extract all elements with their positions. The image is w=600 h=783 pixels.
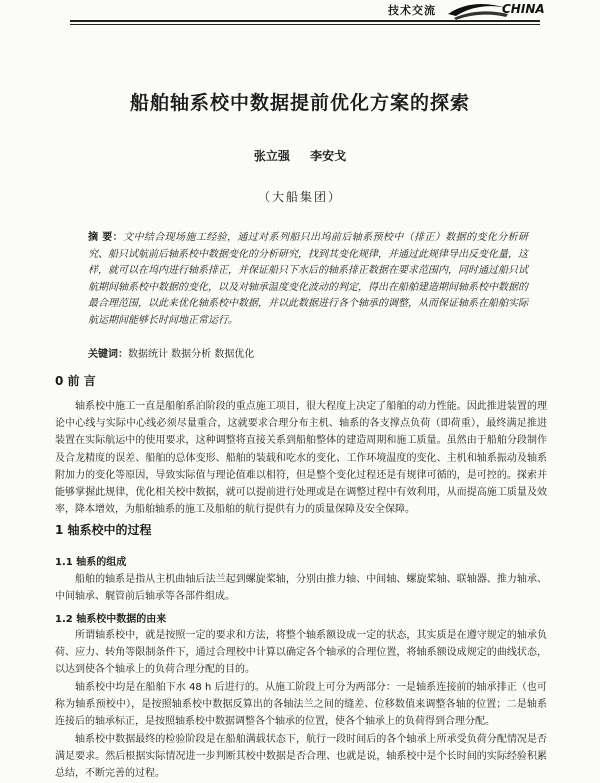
section-1-2-paragraph-1: 所谓轴系校中，就是按照一定的要求和方法，将整个轴系额设成一定的状态，其实质是在遵守规定的轴承负荷、应力、转角等限制条件下，通过合理校中计算以确定各个轴承的合理位置，将轴系额设成规定的曲线状态，以达到使各个轴承上的负荷合理分配的目的。 [55, 630, 547, 676]
heading-intro: 0 前 言 [55, 374, 96, 388]
abstract-text: 文中结合现场施工经验，通过对系列船只出坞前后轴系预校中（排正）数据的变化分析研究、船只试航前后轴系校中数据变化的分析研究，找到其变化规律，并通过此规律导出反变化量，这样，就可以在坞内进行轴系排正，并保证船只下水后的轴系排正数据在要求范围内，同时通过船只试航期间轴系校中数据的变化，以及对轴承温度变化波动的判定，得出在船舶建造期间轴系校中数据的最合理范围，以此来优化轴系校中数据，并以此数据进行各个轴承的调整，从而保证轴系在船舶实际航运期间能够长时间地正常运行。 [88, 232, 529, 326]
authors: 张立强 李安戈 [253, 149, 347, 163]
section-label: 技术交流 [388, 4, 436, 17]
section-1-2-paragraph-2: 轴系校中均是在船舶下水 48 h 后进行的。从施工阶段上可分为两部分：一是轴系连接前的轴承排正（也可称为轴系预校中），是按照轴系校中数据反算出的各轴法兰之间的缝差、位移数值来调整各轴的位置；二是轴系连接后的轴承标正，是按照轴系校中数据调整各个轴承的位置，使各个轴承上的负荷得到合理分配。 [55, 682, 547, 728]
intro-paragraph: 轴系校中施工一直是船舶系泊阶段的重点施工项目，很大程度上决定了船舶的动力性能。因此推进装置的理论中心线与实际中心线必须尽量重合，这就要求合理分布主机、轴系的各支撑点负荷（即荷重），最终满足推进装置在实际航运中的使用要求，这种调整将直接关系到船舶整体的建造周期和施工质量。虽然由于船舶分段制作及合龙精度的误差、船舶的总体变形、船舶的装载和吃水的变化、工作环境温度的变化、主机和轴系振动及轴系附加力的变化等原因，导致实际值与理论值难以相符，但是整个变化过程还是有规律可循的，是可控的。探索并能够掌握此规律，优化相关校中数据，就可以提前进行处理或是在调整过程中有效利用，从而提高施工质量及效率，降本增效，为船舶轴系的施工及船舶的航行提供有力的质量保障及安全保障。 [55, 401, 547, 516]
section-1-1-paragraph: 船舶的轴系是指从主机曲轴后法兰起到螺旋桨轴，分别由推力轴、中间轴、螺旋桨轴、联轴器、推力轴承、中间轴承、艉管前后轴承等各部件组成。 [55, 574, 547, 603]
section-1-2-paragraph-3: 轴系校中数据最终的检验阶段是在船舶满载状态下，航行一段时间后的各个轴承上所承受负荷分配情况是否满足要求。然后根据实际情况进一步判断其校中数据是否合理、也就是说，轴系校中是个长时间的实际经验积累总结，不断完善的过程。 [55, 734, 547, 780]
logo-text: CHINA [502, 2, 545, 16]
running-header [0, 0, 600, 28]
header-rule [70, 20, 540, 22]
affiliation: （大船集团） [257, 190, 342, 204]
abstract [88, 230, 528, 329]
heading-section-1: 1 轴系校中的过程 [55, 523, 152, 537]
paper-title: 船舶轴系校中数据提前优化方案的探索 [129, 92, 470, 114]
keywords-text: 数据统计 数据分析 数据优化 [128, 349, 255, 360]
abstract-label: 摘 要： [88, 232, 124, 243]
header-rule-thin [70, 24, 540, 25]
heading-section-1-2: 1.2 轴系校中数据的由来 [55, 614, 167, 625]
keywords-label: 关键词： [88, 349, 128, 360]
heading-section-1-1: 1.1 轴系的组成 [55, 557, 127, 568]
keywords [88, 345, 254, 360]
